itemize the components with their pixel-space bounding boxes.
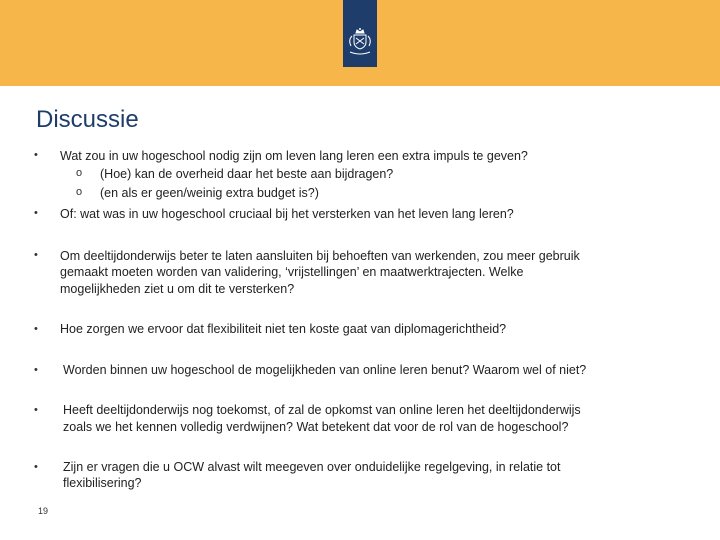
slide-title: Discussie bbox=[36, 106, 139, 133]
bullet-text-line: Om deeltijdonderwijs beter te laten aansluiten bij behoeften van werkenden, zou meer gebruik bbox=[60, 249, 580, 263]
sub-bullet-text: (Hoe) kan de overheid daar het beste aan bijdragen? bbox=[100, 167, 394, 181]
bullet-marker: • bbox=[34, 364, 38, 376]
bullet-text-line: Heeft deeltijdonderwijs nog toekomst, of zal de opkomst van online leren het deeltijdonderwijs bbox=[63, 403, 581, 417]
bullet-text: Of: wat was in uw hogeschool cruciaal bij het versterken van het leven lang leren? bbox=[60, 207, 514, 221]
bullet-text-line: zoals we het kennen volledig verdwijnen? Wat betekent dat voor de rol van de hogeschool? bbox=[63, 420, 569, 434]
bullet-text: Wat zou in uw hogeschool nodig zijn om leven lang leren een extra impuls te geven? bbox=[60, 149, 528, 163]
sub-bullet-text: (en als er geen/weinig extra budget is?) bbox=[100, 186, 319, 200]
bullet-text: Hoe zorgen we ervoor dat flexibiliteit niet ten koste gaat van diplomagerichtheid? bbox=[60, 322, 507, 336]
sub-bullet-marker: o bbox=[76, 186, 83, 198]
bullet-text: Worden binnen uw hogeschool de mogelijkheden van online leren benut? Waarom wel of niet? bbox=[63, 363, 587, 377]
bullet-marker: • bbox=[34, 149, 38, 161]
bullet-marker: • bbox=[34, 323, 38, 335]
bullet-marker: • bbox=[34, 249, 38, 261]
bullet-marker: • bbox=[34, 207, 38, 219]
bullet-marker: • bbox=[34, 461, 38, 473]
bullet-text-line: gemaakt moeten worden van validering, ‘vrijstellingen’ en maatwerktrajecten. Welke bbox=[60, 265, 524, 279]
bullet-text-line: Zijn er vragen die u OCW alvast wilt meegeven over onduidelijke regelgeving, in relatie tot bbox=[63, 460, 561, 474]
bullet-text-line: flexibilisering? bbox=[63, 476, 142, 490]
sub-bullet-marker: o bbox=[76, 167, 83, 179]
bullet-text-line: mogelijkheden ziet u om dit te versterken? bbox=[60, 282, 295, 296]
page-number: 19 bbox=[38, 506, 49, 516]
bullet-marker: • bbox=[34, 404, 38, 416]
